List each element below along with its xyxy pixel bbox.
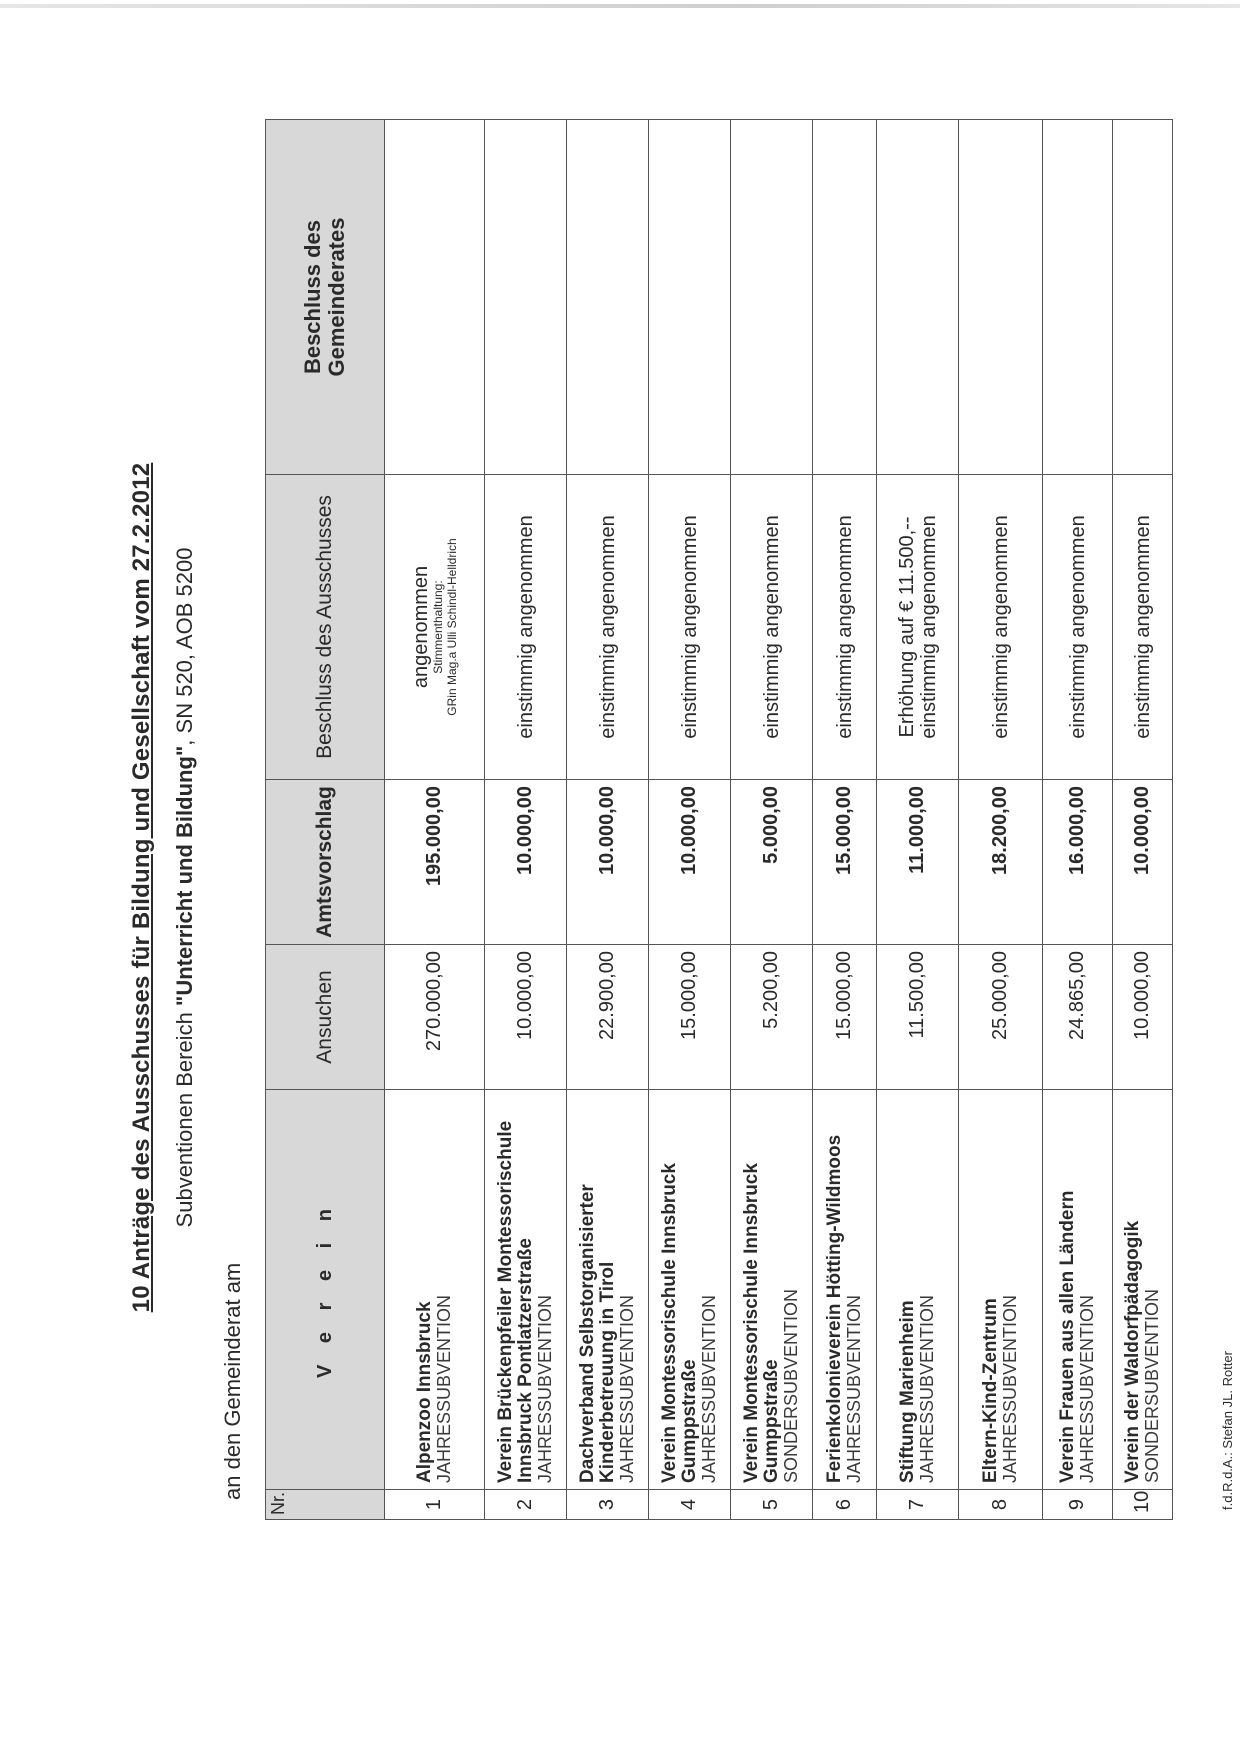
table-row — [877, 120, 959, 1520]
rotated-document — [0, 125, 1240, 1650]
row-number: 7 — [877, 1490, 959, 1520]
verein-cell — [385, 1090, 485, 1490]
amtsvorschlag-value: 195.000,00 — [385, 780, 485, 945]
verein-name: Dachverband Selbstorganisierter Kinderbetreuung in Tirol — [577, 1184, 619, 1483]
table-row — [649, 120, 731, 1520]
subvention-type: JAHRESSUBVENTION — [534, 1294, 555, 1483]
verein-name: Verein der Waldorfpädagogik — [1122, 1220, 1144, 1483]
table-row — [1113, 120, 1173, 1520]
header-beschluss-gemeinderat-line1: Beschluss des — [299, 219, 325, 375]
beschluss-gemeinderat-cell — [1043, 120, 1113, 475]
beschluss-line-1: einstimmig angenommen — [760, 515, 783, 739]
ansuchen-value: 24.865,00 — [1043, 945, 1113, 1090]
verein-cell — [731, 1090, 813, 1490]
header-beschluss-gemeinderat-line2: Gemeinderates — [324, 217, 349, 377]
beschluss-line-1: einstimmig angenommen — [1131, 515, 1154, 739]
subtitle-prefix: Subventionen Bereich — [172, 1006, 197, 1228]
ansuchen-value: 10.000,00 — [1113, 945, 1173, 1090]
beschluss-gemeinderat-cell — [959, 120, 1043, 475]
row-number: 4 — [649, 1490, 731, 1520]
addressee-line: an den Gemeinderat am — [220, 1262, 245, 1500]
ansuchen-value: 15.000,00 — [813, 945, 877, 1090]
beschluss-line-1: einstimmig angenommen — [833, 515, 856, 739]
beschluss-ausschuss-cell — [731, 475, 813, 780]
ansuchen-value: 25.000,00 — [959, 945, 1043, 1090]
beschluss-ausschuss-cell — [567, 475, 649, 780]
header-verein — [266, 1090, 385, 1490]
amtsvorschlag-value: 10.000,00 — [649, 780, 731, 945]
row-number: 2 — [485, 1490, 567, 1520]
header-ansuchen-label: Ansuchen — [313, 970, 336, 1064]
row-number: 1 — [385, 1490, 485, 1520]
beschluss-line-1: einstimmig angenommen — [989, 515, 1012, 739]
table-row — [813, 120, 877, 1520]
row-number: 6 — [813, 1490, 877, 1520]
beschluss-ausschuss-cell — [649, 475, 731, 780]
ansuchen-value: 10.000,00 — [485, 945, 567, 1090]
table-row — [731, 120, 813, 1520]
beschluss-line-1: einstimmig angenommen — [678, 515, 701, 739]
subvention-type: JAHRESSUBVENTION — [1077, 1294, 1098, 1483]
verein-name: Verein Montessorischule Innsbruck Gumppstraße — [741, 1163, 783, 1483]
beschluss-gemeinderat-cell — [385, 120, 485, 475]
verein-name: Eltern-Kind-Zentrum — [980, 1298, 1002, 1483]
subtitle-bold: "Unterricht und Bildung" — [172, 745, 197, 1007]
verein-cell — [813, 1090, 877, 1490]
scan-edge-line — [0, 4, 1240, 8]
beschluss-gemeinderat-cell — [1113, 120, 1173, 475]
verein-name: Ferienkolonieverein Hötting-Wildmoos — [824, 1134, 846, 1483]
amtsvorschlag-value: 15.000,00 — [813, 780, 877, 945]
document-title: 10 Anträge des Ausschusses für Bildung und Gesellschaft vom 27.2.2012 — [128, 462, 155, 1313]
beschluss-gemeinderat-cell — [649, 120, 731, 475]
table-row — [1043, 120, 1113, 1520]
beschluss-line-1: angenommen — [409, 565, 432, 689]
subvention-type: JAHRESSUBVENTION — [917, 1294, 938, 1483]
header-beschluss-ausschuss — [266, 475, 385, 780]
ansuchen-value: 22.900,00 — [567, 945, 649, 1090]
amtsvorschlag-value: 11.000,00 — [877, 780, 959, 945]
row-number: 3 — [567, 1490, 649, 1520]
header-verein-label: V e r e i n — [313, 1201, 336, 1378]
beschluss-gemeinderat-cell — [567, 120, 649, 475]
header-beschluss-gemeinderat — [266, 120, 385, 475]
amtsvorschlag-value: 10.000,00 — [567, 780, 649, 945]
table-header-row — [266, 120, 385, 1520]
header-beschluss-ausschuss-label: Beschluss des Ausschusses — [313, 495, 336, 759]
beschluss-line-1: einstimmig angenommen — [1066, 515, 1089, 739]
subtitle-suffix: , SN 520, AOB 5200 — [172, 547, 197, 746]
subvention-type: JAHRESSUBVENTION — [844, 1294, 865, 1483]
beschluss-line-3: GRin Mag.a Ulli Schindl-Helldrich — [444, 538, 459, 716]
beschluss-line-1: einstimmig angenommen — [596, 515, 619, 739]
header-amtsvorschlag — [266, 780, 385, 945]
beschluss-ausschuss-cell — [959, 475, 1043, 780]
beschluss-ausschuss-cell — [485, 475, 567, 780]
subvention-type: JAHRESSUBVENTION — [698, 1294, 719, 1483]
verein-name: Verein Frauen aus allen Ländern — [1057, 1190, 1079, 1483]
verein-name: Verein Montessorischule Innsbruck Gumppstraße — [659, 1163, 701, 1483]
verein-cell — [959, 1090, 1043, 1490]
verein-cell — [1113, 1090, 1173, 1490]
header-amtsvorschlag-label: Amtsvorschlag — [313, 786, 336, 938]
table-row — [959, 120, 1043, 1520]
table-row — [385, 120, 485, 1520]
amtsvorschlag-value: 5.000,00 — [731, 780, 813, 945]
row-number: 9 — [1043, 1490, 1113, 1520]
table-row — [567, 120, 649, 1520]
beschluss-ausschuss-cell — [1113, 475, 1173, 780]
beschluss-gemeinderat-cell — [877, 120, 959, 475]
ansuchen-value: 270.000,00 — [385, 945, 485, 1090]
document-subtitle — [172, 125, 198, 1650]
ansuchen-value: 5.200,00 — [731, 945, 813, 1090]
verein-cell — [567, 1090, 649, 1490]
verein-name: Verein Brückenpfeiler Montessorischule Innsbruck Pontlatzerstraße — [495, 1120, 537, 1483]
verein-cell — [485, 1090, 567, 1490]
verein-cell — [649, 1090, 731, 1490]
footer-signature: f.d.R.d.A.: Stefan JL. Rotter — [1220, 1351, 1235, 1510]
subvention-type: JAHRESSUBVENTION — [434, 1294, 455, 1483]
beschluss-ausschuss-cell — [877, 475, 959, 780]
verein-name: Alpenzoo Innsbruck — [414, 1301, 436, 1483]
verein-cell — [1043, 1090, 1113, 1490]
amtsvorschlag-value: 10.000,00 — [1113, 780, 1173, 945]
subsidy-table — [265, 119, 1173, 1520]
beschluss-line-2: einstimmig angenommen — [917, 515, 940, 739]
beschluss-gemeinderat-cell — [485, 120, 567, 475]
subvention-type: JAHRESSUBVENTION — [616, 1294, 637, 1483]
beschluss-gemeinderat-cell — [731, 120, 813, 475]
beschluss-line-1: Erhöhung auf € 11.500,-- — [895, 516, 918, 738]
beschluss-ausschuss-cell — [813, 475, 877, 780]
subvention-type: JAHRESSUBVENTION — [1000, 1294, 1021, 1483]
subvention-type: SONDERSUBVENTION — [1142, 1288, 1163, 1483]
verein-name: Stiftung Marienheim — [897, 1300, 919, 1483]
row-number: 8 — [959, 1490, 1043, 1520]
header-ansuchen — [266, 945, 385, 1090]
header-nr: Nr. — [266, 1490, 385, 1520]
beschluss-gemeinderat-cell — [813, 120, 877, 475]
subvention-type: SONDERSUBVENTION — [780, 1288, 801, 1483]
ansuchen-value: 11.500,00 — [877, 945, 959, 1090]
beschluss-ausschuss-cell — [385, 475, 485, 780]
beschluss-ausschuss-cell — [1043, 475, 1113, 780]
amtsvorschlag-value: 10.000,00 — [485, 780, 567, 945]
ansuchen-value: 15.000,00 — [649, 945, 731, 1090]
table-body — [385, 120, 1173, 1520]
amtsvorschlag-value: 16.000,00 — [1043, 780, 1113, 945]
verein-cell — [877, 1090, 959, 1490]
table-row — [485, 120, 567, 1520]
row-number: 5 — [731, 1490, 813, 1520]
beschluss-line-2: Stimmenthaltung: — [430, 580, 445, 674]
beschluss-line-1: einstimmig angenommen — [514, 515, 537, 739]
amtsvorschlag-value: 18.200,00 — [959, 780, 1043, 945]
row-number: 10 — [1113, 1490, 1173, 1520]
